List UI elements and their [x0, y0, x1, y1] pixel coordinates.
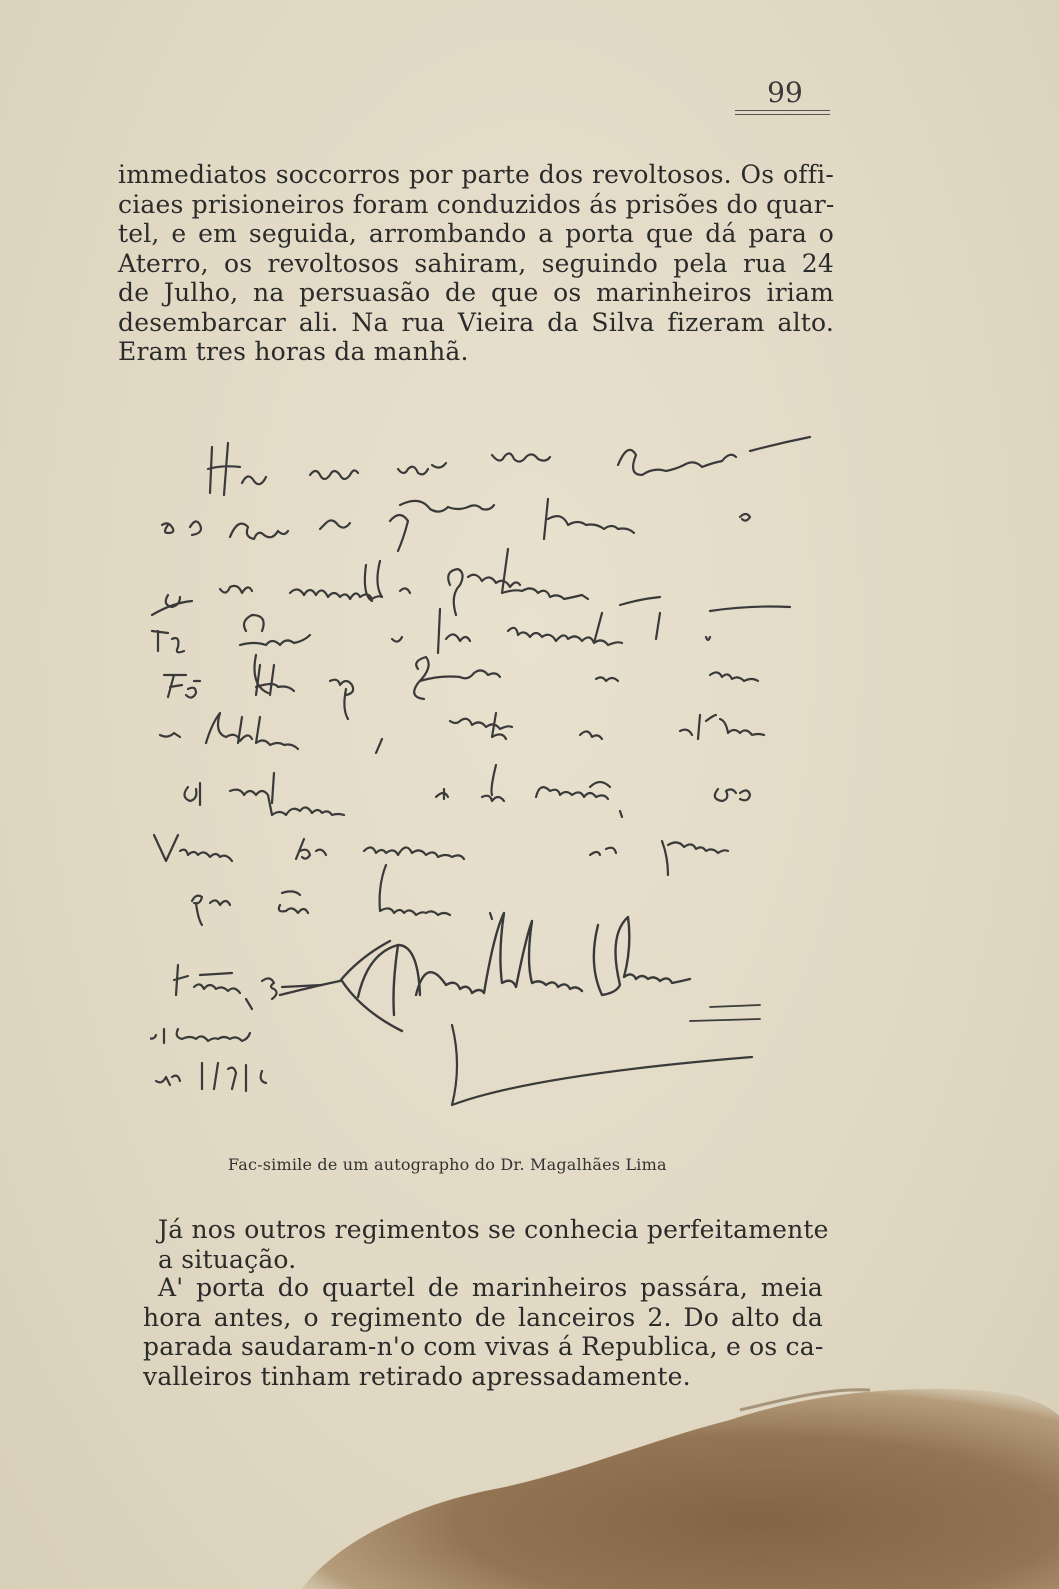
text-line: Eram tres horas da manhã.: [118, 337, 469, 366]
text-line: desembarcar ali. Na rua Vieira da Silva fizeram alto.: [118, 307, 834, 337]
text-line: hora antes, o regimento de lanceiros 2. Do alto da: [143, 1302, 823, 1332]
paragraph-top: [118, 160, 834, 367]
text-line: immediatos soccorros por parte dos revoltosos. Os offi-: [118, 160, 834, 189]
page-number-rule: [735, 114, 830, 115]
page-number-rule: [735, 110, 830, 111]
text-line: Aterro, os revoltosos sahiram, seguindo pela rua 24: [118, 248, 834, 278]
text-line: a situação.: [158, 1244, 297, 1274]
text-line: ciaes prisioneiros foram conduzidos ás prisões do quar-: [118, 189, 835, 219]
text-line: parada saudaram-n'o com vivas á Republica, e os ca-: [143, 1332, 824, 1361]
handwriting-image: [150, 425, 850, 1115]
autograph-facsimile: [150, 425, 850, 1115]
paragraph-bottom-2: [143, 1273, 823, 1391]
text-line: A' porta do quartel de marinheiros passára, meia: [158, 1273, 823, 1302]
figure-caption: Fac-simile de um autographo do Dr. Magalhães Lima: [228, 1155, 667, 1174]
text-line: tel, e em seguida, arrombando a porta que dá para o: [118, 219, 834, 248]
paragraph-bottom-1: [158, 1215, 829, 1274]
text-line: de Julho, na persuasão de que os marinheiros iriam: [118, 278, 834, 307]
text-line: Já nos outros regimentos se conhecia perfeitamente: [158, 1215, 829, 1244]
page-number: 99: [767, 76, 803, 109]
water-stain: [270, 1380, 1059, 1589]
text-line: valleiros tinham retirado apressadamente.: [143, 1361, 691, 1391]
